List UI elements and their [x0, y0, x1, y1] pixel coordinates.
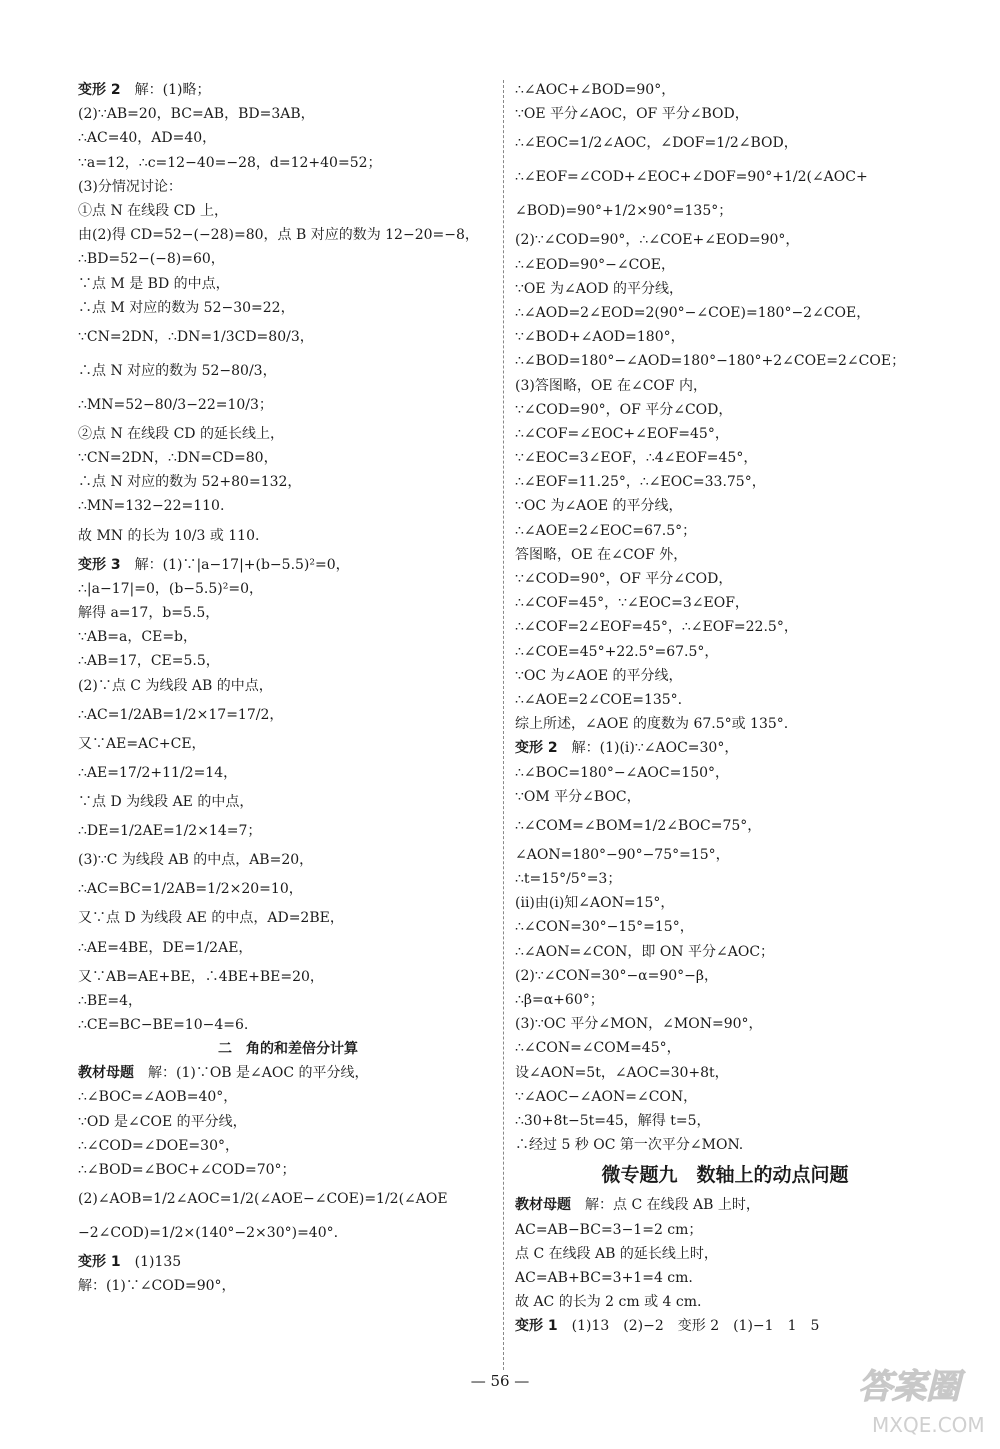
right-line: ∴∠EOD=90°−∠COE，	[515, 256, 675, 273]
left-line: ∴点 M 对应的数为 52−30=22，	[78, 299, 295, 316]
left-line: 又∵AB=AE+BE，∴4BE+BE=20，	[78, 968, 324, 985]
left-line: 由(2)得 CD=52−(−28)=80，点 B 对应的数为 12−20=−8，	[78, 227, 479, 244]
left-line: ∵a=12，∴c=12−40=−28，d=12+40=52；	[78, 154, 382, 171]
right-line: ∴∠COF=∠EOC+∠EOF=45°，	[515, 425, 729, 442]
right-line: (3)∵OC 平分∠MON，∠MON=90°，	[515, 1016, 763, 1033]
right-line: ∵∠COD=90°，OF 平分∠COD，	[515, 401, 733, 418]
left-line: ∵OD 是∠COE 的平分线，	[78, 1113, 247, 1130]
left-line: ∴∠BOD=∠BOC+∠COD=70°；	[78, 1162, 296, 1178]
right-line: ∴∠AON=∠CON，即 ON 平分∠AOC；	[515, 943, 775, 960]
left-line: ∴AB=17，CE=5.5，	[78, 653, 220, 670]
right-line: ∴∠AOC+∠BOD=90°，	[515, 82, 676, 98]
left-line: ∴MN=132−22=110.	[78, 498, 225, 515]
left-line: ①点 N 在线段 CD 上，	[78, 202, 228, 219]
left-line: ∴BD=52−(−8)=60，	[78, 251, 225, 268]
right-line: AC=AB+BC=3+1=4 cm.	[515, 1269, 693, 1286]
left-line: 二 角的和差倍分计算	[218, 1041, 358, 1058]
right-line: ∵OC 为∠AOE 的平分线，	[515, 667, 683, 684]
left-line: (3)∵C 为线段 AB 的中点，AB=20，	[78, 852, 314, 869]
left-line: ∴DE=1/2AE=1/2×14=7；	[78, 823, 262, 840]
right-line: 点 C 在线段 AB 的延长线上时，	[515, 1245, 718, 1262]
right-line: ∴∠CON=∠COM=45°，	[515, 1040, 681, 1057]
column-divider	[503, 80, 504, 1370]
right-line: (2)∵∠COD=90°，∴∠COE+∠EOD=90°，	[515, 232, 800, 249]
right-line: ∴∠AOE=2∠EOC=67.5°；	[515, 522, 697, 539]
left-line: ∵AB=a，CE=b，	[78, 629, 198, 646]
left-line: ∴∠COD=∠DOE=30°，	[78, 1137, 239, 1154]
right-line: ∵∠EOC=3∠EOF，∴4∠EOF=45°，	[515, 450, 758, 467]
right-line: 教材母题 解：点 C 在线段 AB 上时，	[515, 1197, 760, 1214]
right-line: ∴∠COF=2∠EOF=45°，∴∠EOF=22.5°，	[515, 619, 798, 636]
right-line: 故 AC 的长为 2 cm 或 4 cm.	[515, 1294, 702, 1311]
right-line: ∵OM 平分∠BOC，	[515, 788, 641, 805]
left-line: (3)分情况讨论：	[78, 178, 182, 195]
right-line: ∵OE 为∠AOD 的平分线，	[515, 280, 684, 297]
left-line: 教材母题 解：(1)∵OB 是∠AOC 的平分线，	[78, 1065, 369, 1082]
left-line: ∴AC=BC=1/2AB=1/2×20=10，	[78, 881, 303, 898]
left-line: (2)∵AB=20，BC=AB，BD=3AB，	[78, 106, 315, 123]
right-line: ∴∠AOD=2∠EOD=2(90°−∠COE)=180°−2∠COE，	[515, 304, 871, 321]
watermark-emblem-icon: 答案圈	[858, 1367, 960, 1407]
right-line: ∴经过 5 秒 OC 第一次平分∠MON.	[515, 1137, 744, 1154]
right-line: ∵∠COD=90°，OF 平分∠COD，	[515, 571, 733, 587]
right-line: ∴β=α+60°；	[515, 992, 604, 1008]
right-line: (3)答图略，OE 在∠COF 内，	[515, 377, 708, 394]
right-line: ∴∠EOF=11.25°，∴∠EOC=33.75°，	[515, 474, 766, 491]
left-line: ∵CN=2DN，∴DN=1/3CD=80/3，	[78, 328, 314, 345]
right-line: ∵OC 为∠AOE 的平分线，	[515, 498, 683, 515]
left-line: 又∵点 D 为线段 AE 的中点，AD=2BE，	[78, 910, 344, 927]
left-line: 又∵AE=AC+CE，	[78, 735, 206, 752]
right-line: ∵∠AOC−∠AON=∠CON，	[515, 1088, 698, 1105]
right-line: 变形 2 解：(1)(i)∵∠AOC=30°，	[515, 740, 739, 757]
right-line: 微专题九 数轴上的动点问题	[601, 1164, 849, 1187]
right-line: ∴∠BOD=180°−∠AOD=180°−180°+2∠COE=2∠COE；	[515, 353, 906, 370]
right-line: 设∠AON=5t，∠AOC=30+8t，	[515, 1064, 729, 1081]
left-line: ∴AC=40，AD=40，	[78, 130, 217, 147]
left-line: ∵点 D 为线段 AE 的中点，	[78, 793, 254, 810]
left-line: ∴|a−17|=0，(b−5.5)²=0，	[78, 580, 264, 597]
left-column	[78, 78, 498, 1299]
right-line: ∴∠EOC=1/2∠AOC，∠DOF=1/2∠BOD，	[515, 135, 798, 152]
right-line: ∴∠COE=45°+22.5°=67.5°，	[515, 643, 719, 660]
left-line: ∴AE=4BE，DE=1/2AE，	[78, 939, 253, 956]
left-line: ②点 N 在线段 CD 的延长线上，	[78, 425, 284, 442]
right-line: ∴∠COF=45°，∵∠EOC=3∠EOF，	[515, 595, 749, 612]
right-line: (2)∵∠CON=30°−α=90°−β，	[515, 967, 719, 984]
right-line: ∠BOD)=90°+1/2×90°=135°；	[515, 203, 733, 220]
right-line: ∵OE 平分∠AOC，OF 平分∠BOD，	[515, 106, 749, 123]
left-line: ∴点 N 对应的数为 52+80=132，	[78, 474, 302, 491]
left-line: ∴∠BOC=∠AOB=40°，	[78, 1089, 238, 1106]
right-line: ∴∠COM=∠BOM=1/2∠BOC=75°，	[515, 817, 762, 834]
right-line: ∴∠BOC=180°−∠AOC=150°，	[515, 764, 730, 781]
right-line: ∴30+8t−5t=45，解得 t=5，	[515, 1112, 711, 1129]
right-line: AC=AB−BC=3−1=2 cm；	[515, 1221, 703, 1238]
right-line: 综上所述，∠AOE 的度数为 67.5°或 135°.	[515, 716, 789, 733]
left-line: 故 MN 的长为 10/3 或 110.	[78, 527, 260, 544]
right-line: ∵∠BOD+∠AOD=180°，	[515, 329, 685, 346]
left-line: ∵点 M 是 BD 的中点，	[78, 275, 230, 292]
left-line: 变形 1 (1)135	[78, 1254, 182, 1271]
right-line: ∴∠EOF=∠COD+∠EOC+∠DOF=90°+1/2(∠AOC+	[515, 169, 868, 186]
left-line: ∵CN=2DN，∴DN=CD=80，	[78, 450, 278, 467]
right-column	[515, 78, 935, 1338]
left-line: 解得 a=17，b=5.5，	[78, 605, 220, 621]
left-line: ∴AE=17/2+11/2=14，	[78, 764, 238, 781]
left-line: 变形 3 解：(1)∵|a−17|+(b−5.5)²=0，	[78, 556, 350, 573]
right-line: (ii)由(i)知∠AON=15°，	[515, 895, 675, 912]
left-line: (2)∵点 C 为线段 AB 的中点，	[78, 677, 273, 694]
page-number: — 56 —	[470, 1372, 530, 1390]
right-line: ∠AON=180°−90°−75°=15°，	[515, 846, 730, 863]
right-line: 变形 1 (1)13 (2)−2 变形 2 (1)−1 1 5	[515, 1318, 820, 1335]
left-line: ∴AC=1/2AB=1/2×17=17/2，	[78, 706, 284, 723]
watermark-text: MXQE.COM	[872, 1413, 985, 1437]
right-line: ∴∠AOE=2∠COE=135°.	[515, 691, 683, 708]
left-line: ∴MN=52−80/3−22=10/3；	[78, 396, 273, 413]
right-line: ∴∠CON=30°−15°=15°，	[515, 919, 694, 936]
right-line: 答图略，OE 在∠COF 外，	[515, 546, 688, 563]
right-line: ∴t=15°/5°=3；	[515, 871, 622, 888]
left-line: 解：(1)∵∠COD=90°，	[78, 1278, 236, 1295]
left-line: ∴BE=4，	[78, 992, 143, 1009]
left-line: ∴点 N 对应的数为 52−80/3，	[78, 362, 277, 379]
left-line: ∴CE=BC−BE=10−4=6.	[78, 1016, 249, 1033]
left-line: (2)∠AOB=1/2∠AOC=1/2(∠AOE−∠COE)=1/2(∠AOE	[78, 1191, 448, 1208]
left-line: −2∠COD)=1/2×(140°−2×30°)=40°.	[78, 1225, 339, 1242]
watermark-logo	[850, 1350, 1000, 1445]
left-line: 变形 2 解：(1)略；	[78, 82, 211, 98]
